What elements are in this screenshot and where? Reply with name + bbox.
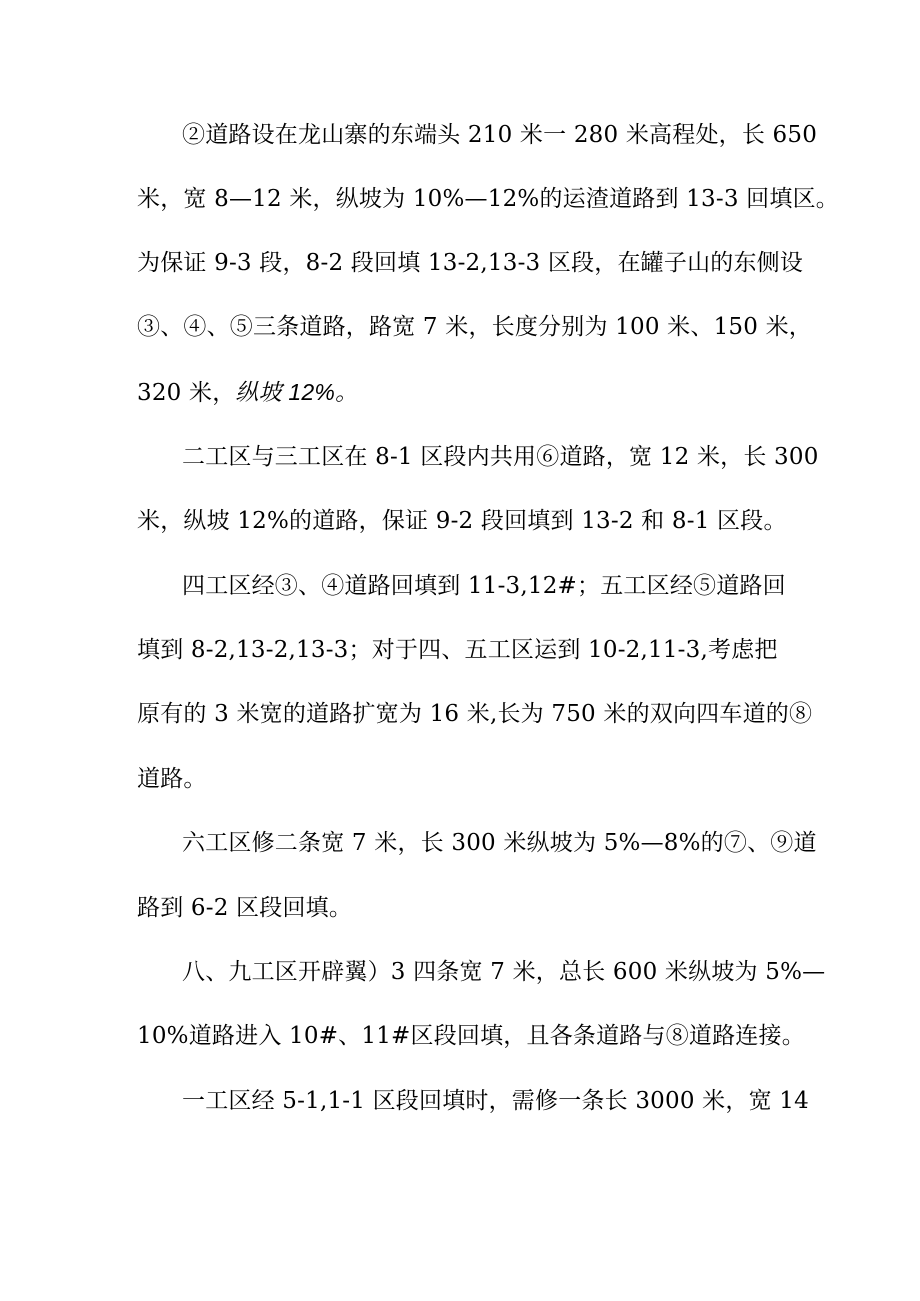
paragraph-6-line-1: 一工区经 5-1,1-1 区段回填时，需修一条长 3000 米，宽 14 [182,1088,809,1114]
paragraph-1-line-3: 为保证 9-3 段，8-2 段回填 13-2,13-3 区段，在罐子山的东侧设 [137,250,804,276]
paragraph-4-line-2: 路到 6-2 区段回填。 [137,895,353,921]
paragraph-3-line-3: 原有的 3 米宽的道路扩宽为 16 米,长为 750 米的双向四车道的⑧ [137,701,813,727]
paragraph-1-line-4: ③、④、⑤三条道路，路宽 7 米，长度分别为 100 米、150 米， [137,314,812,340]
paragraph-2-line-2: 米，纵坡 12%的道路，保证 9-2 段回填到 13-2 和 8-1 区段。 [137,508,787,534]
paragraph-1-line-2: 米，宽 8—12 米，纵坡为 10%—12%的运渣道路到 13-3 回填区。 [137,186,839,212]
paragraph-1-line-1: ②道路设在龙山寨的东端头 210 米一 280 米高程处，长 650 [182,122,818,148]
paragraph-2-line-1: 二工区与三工区在 8-1 区段内共用⑥道路，宽 12 米，长 300 [182,444,819,470]
paragraph-3-line-1: 四工区经③、④道路回填到 11-3,12#；五工区经⑤道路回 [182,573,786,599]
paragraph-5-line-2: 10%道路进入 10#、11#区段回填，且各条道路与⑧道路连接。 [137,1023,805,1049]
paragraph-1-line-5-italic: 纵坡 12%。 [235,379,359,405]
paragraph-5-line-1: 八、九工区开辟翼）3 四条宽 7 米，总长 600 米纵坡为 5%— [182,959,826,985]
paragraph-4-line-1: 六工区修二条宽 7 米，长 300 米纵坡为 5%—8%的⑦、⑨道 [182,830,817,856]
paragraph-1-line-5 [137,377,358,408]
paragraph-3-line-2: 填到 8-2,13-2,13-3；对于四、五工区运到 10-2,11-3,考虑把 [137,637,778,663]
paragraph-1-line-5-text: 320 米， [137,380,236,406]
paragraph-3-line-4: 道路。 [137,766,207,792]
